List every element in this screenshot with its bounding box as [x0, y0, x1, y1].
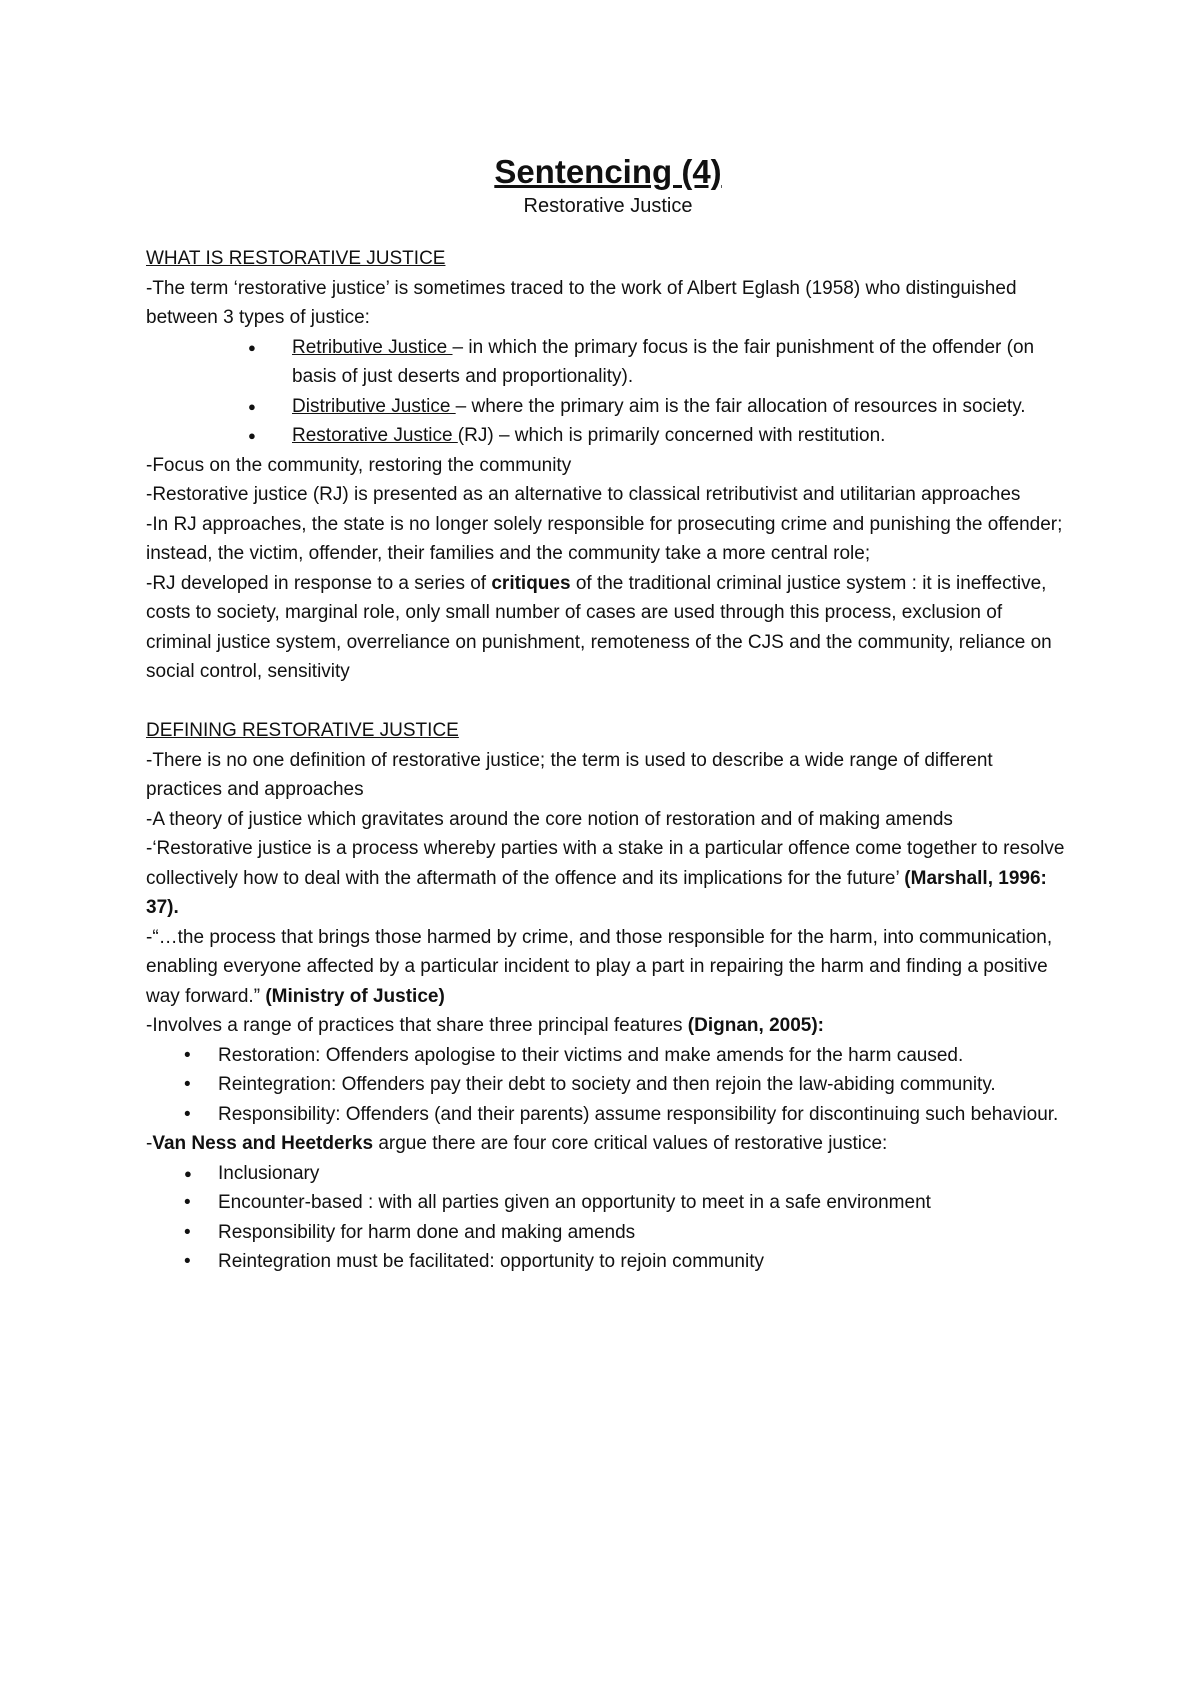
- paragraph: -In RJ approaches, the state is no longer solely responsible for prosecuting crime and punishing the offender; instead, the victim, offender, their families and the community take a more central role;: [146, 513, 1063, 564]
- principal-features-list: [146, 1041, 1070, 1130]
- list-item: ● Retributive Justice – in which the primary focus is the fair punishment of the offender (on basis of just deserts and proportionality).: [146, 333, 1070, 392]
- page-subtitle: Restorative Justice: [523, 195, 693, 217]
- section-heading-defining: DEFINING RESTORATIVE JUSTICE: [146, 720, 459, 741]
- paragraph: -“…the process that brings those harmed by crime, and those responsible for the harm, into communication, enabling everyone affected by a particular incident to play a part in repairing the harm and finding a positive way forward.” (Ministry of Justice): [146, 926, 1053, 1007]
- list-item: • Responsibility for harm done and making amends: [146, 1218, 1070, 1248]
- justice-types-list: [146, 333, 1070, 451]
- term: Restorative Justice: [292, 425, 458, 446]
- list-item: ● Inclusionary: [146, 1159, 1070, 1189]
- list-item: ● Distributive Justice – where the primary aim is the fair allocation of resources in society.: [146, 392, 1070, 422]
- paragraph: -A theory of justice which gravitates around the core notion of restoration and of making amends: [146, 808, 953, 830]
- list-item: • Restoration: Offenders apologise to their victims and make amends for the harm caused.: [146, 1041, 1070, 1071]
- paragraph: -Focus on the community, restoring the community: [146, 454, 572, 476]
- section-heading-what-is: WHAT IS RESTORATIVE JUSTICE: [146, 248, 446, 269]
- list-item: • Responsibility: Offenders (and their parents) assume responsibility for discontinuing such behaviour.: [146, 1100, 1070, 1130]
- paragraph: -RJ developed in response to a series of critiques of the traditional criminal justice system : it is ineffective, costs to society, marginal role, only small number of cases are used through this process, exclusion of criminal justice system, overreliance on punishment, remoteness of the CJS and the community, reliance on social control, sensitivity: [146, 572, 1052, 682]
- paragraph: -Van Ness and Heetderks argue there are four core critical values of restorative justice:: [146, 1133, 888, 1154]
- paragraph: -The term ‘restorative justice’ is sometimes traced to the work of Albert Eglash (1958) who distinguished between 3 types of justice:: [146, 277, 1017, 328]
- list-item: • Reintegration: Offenders pay their debt to society and then rejoin the law-abiding community.: [146, 1070, 1070, 1100]
- list-item: • Encounter-based : with all parties given an opportunity to meet in a safe environment: [146, 1188, 1070, 1218]
- paragraph: -‘Restorative justice is a process whereby parties with a stake in a particular offence come together to resolve collectively how to deal with the aftermath of the offence and its implications for the future’ (Marshall, 1996: 37).: [146, 838, 1065, 918]
- spacer: [146, 687, 1070, 717]
- page-title: Sentencing (4): [494, 153, 722, 190]
- term: Retributive Justice: [292, 336, 453, 358]
- term: Distributive Justice: [292, 395, 456, 417]
- list-item: • Reintegration must be facilitated: opportunity to rejoin community: [146, 1247, 1070, 1277]
- paragraph: -Restorative justice (RJ) is presented as an alternative to classical retributivist and utilitarian approaches: [146, 484, 1021, 505]
- core-values-list: [146, 1159, 1070, 1277]
- paragraph: -Involves a range of practices that share three principal features (Dignan, 2005):: [146, 1015, 824, 1036]
- paragraph: -There is no one definition of restorative justice; the term is used to describe a wide range of different practices and approaches: [146, 749, 993, 800]
- list-item: ● Restorative Justice (RJ) – which is primarily concerned with restitution.: [146, 421, 1070, 451]
